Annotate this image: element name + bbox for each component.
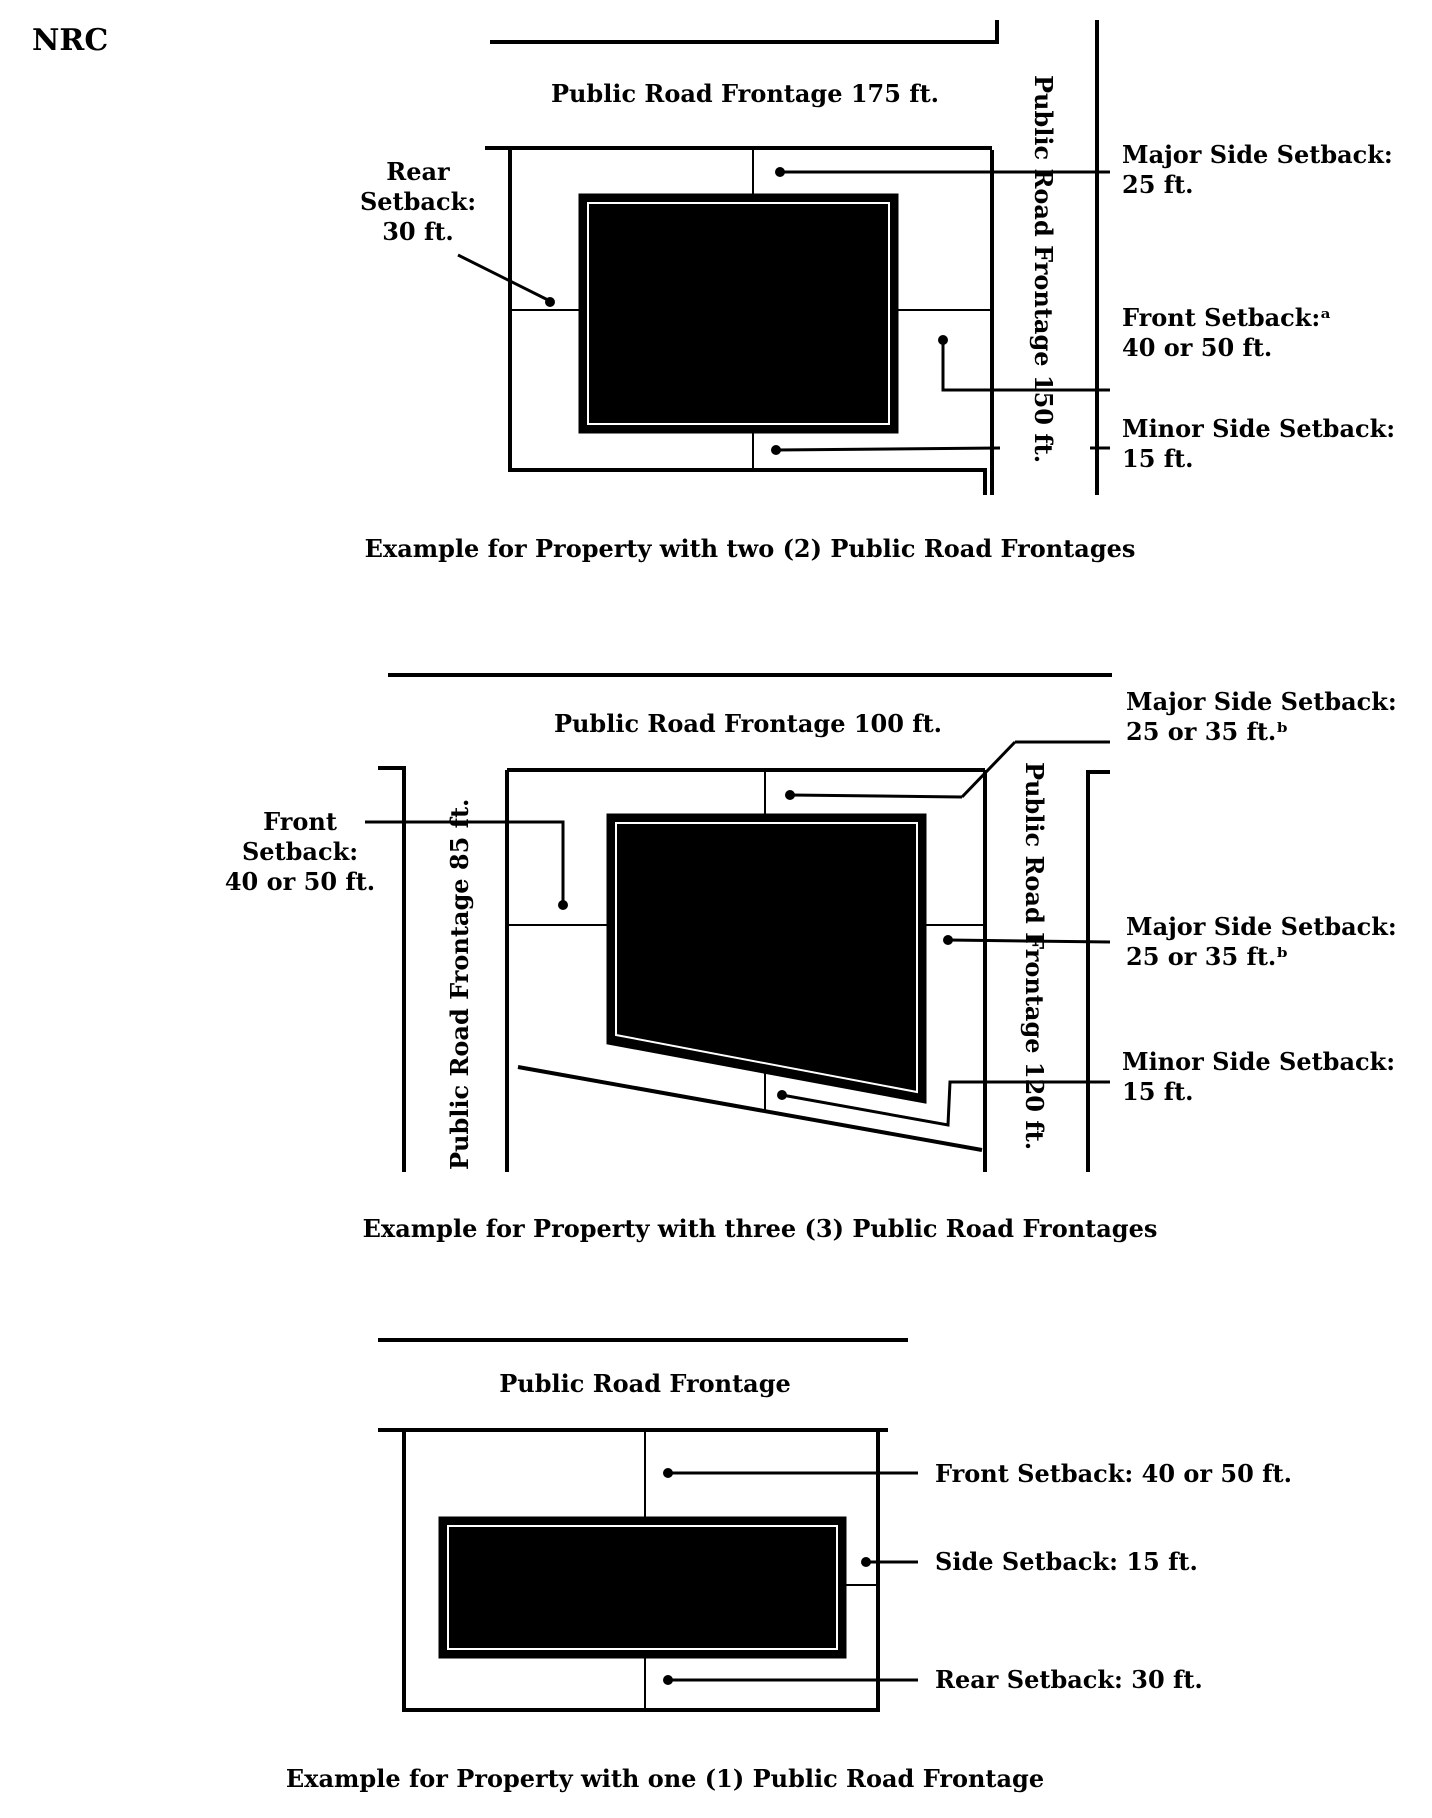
- diagram-two-frontages: [360, 20, 1395, 563]
- right-road-label: Public Road Frontage 120 ft.: [1020, 762, 1049, 1151]
- rear-setback-marker: [545, 297, 555, 307]
- top-road-label: Public Road Frontage: [499, 1369, 791, 1398]
- left-road-label: Public Road Frontage 85 ft.: [445, 798, 474, 1170]
- minor-side-line1: Minor Side Setback:: [1122, 414, 1396, 443]
- rear-setback-label: Rear Setback: 30 ft.: [935, 1665, 1203, 1694]
- major-side-top-leader-a: [790, 795, 962, 797]
- major-side-right-line1: Major Side Setback:: [1126, 912, 1397, 941]
- minor-side-line1: Minor Side Setback:: [1122, 1047, 1396, 1076]
- rear-setback-line2: Setback:: [359, 187, 477, 216]
- top-road-label: Public Road Frontage 100 ft.: [553, 709, 943, 738]
- side-setback-label: Side Setback: 15 ft.: [935, 1547, 1198, 1576]
- diagram-three-frontages: [225, 675, 1397, 1243]
- minor-side-leader: [782, 1082, 1110, 1125]
- header-label: NRC: [32, 23, 109, 58]
- caption-two-frontages: Example for Property with two (2) Public Road Frontages: [364, 534, 1136, 563]
- minor-side-line2: 15 ft.: [1122, 444, 1194, 473]
- front-setback-line2: 40 or 50 ft.: [1122, 333, 1273, 362]
- building-footprint: [608, 815, 925, 1102]
- rear-setback-leader: [458, 255, 548, 300]
- front-setback-leader: [943, 340, 1110, 390]
- diagram-one-frontage: [286, 1340, 1292, 1793]
- major-side-line2: 25 ft.: [1122, 170, 1194, 199]
- rear-setback-line1: Rear: [386, 157, 450, 186]
- major-side-right-leader: [948, 940, 1110, 942]
- side-road-label: Public Road Frontage 150 ft.: [1029, 75, 1058, 464]
- front-setback-line1: Front: [263, 807, 337, 836]
- minor-side-line2: 15 ft.: [1122, 1077, 1194, 1106]
- caption-three-frontages: Example for Property with three (3) Public Road Frontages: [362, 1214, 1158, 1243]
- major-side-top-line2: 25 or 35 ft.ᵇ: [1126, 717, 1289, 746]
- major-side-top-line1: Major Side Setback:: [1126, 687, 1397, 716]
- right-road-outer: [1088, 772, 1110, 1172]
- building-footprint: [440, 1518, 845, 1657]
- left-road-outer: [378, 768, 404, 1172]
- major-side-right-line2: 25 or 35 ft.ᵇ: [1126, 942, 1289, 971]
- caption-one-frontage: Example for Property with one (1) Public Road Frontage: [285, 1764, 1045, 1793]
- top-road-label: Public Road Frontage 175 ft.: [550, 79, 940, 108]
- major-side-line1: Major Side Setback:: [1122, 140, 1393, 169]
- front-setback-line3: 40 or 50 ft.: [224, 867, 376, 896]
- minor-side-leader-a: [776, 448, 1000, 450]
- rear-setback-line3: 30 ft.: [382, 217, 454, 246]
- front-setback-line2: Setback:: [241, 837, 359, 866]
- front-setback-label: Front Setback: 40 or 50 ft.: [935, 1459, 1292, 1488]
- front-setback-marker: [558, 900, 568, 910]
- building-footprint: [580, 195, 897, 432]
- top-road-line: [490, 20, 997, 42]
- front-setback-line1: Front Setback:ᵃ: [1122, 303, 1332, 332]
